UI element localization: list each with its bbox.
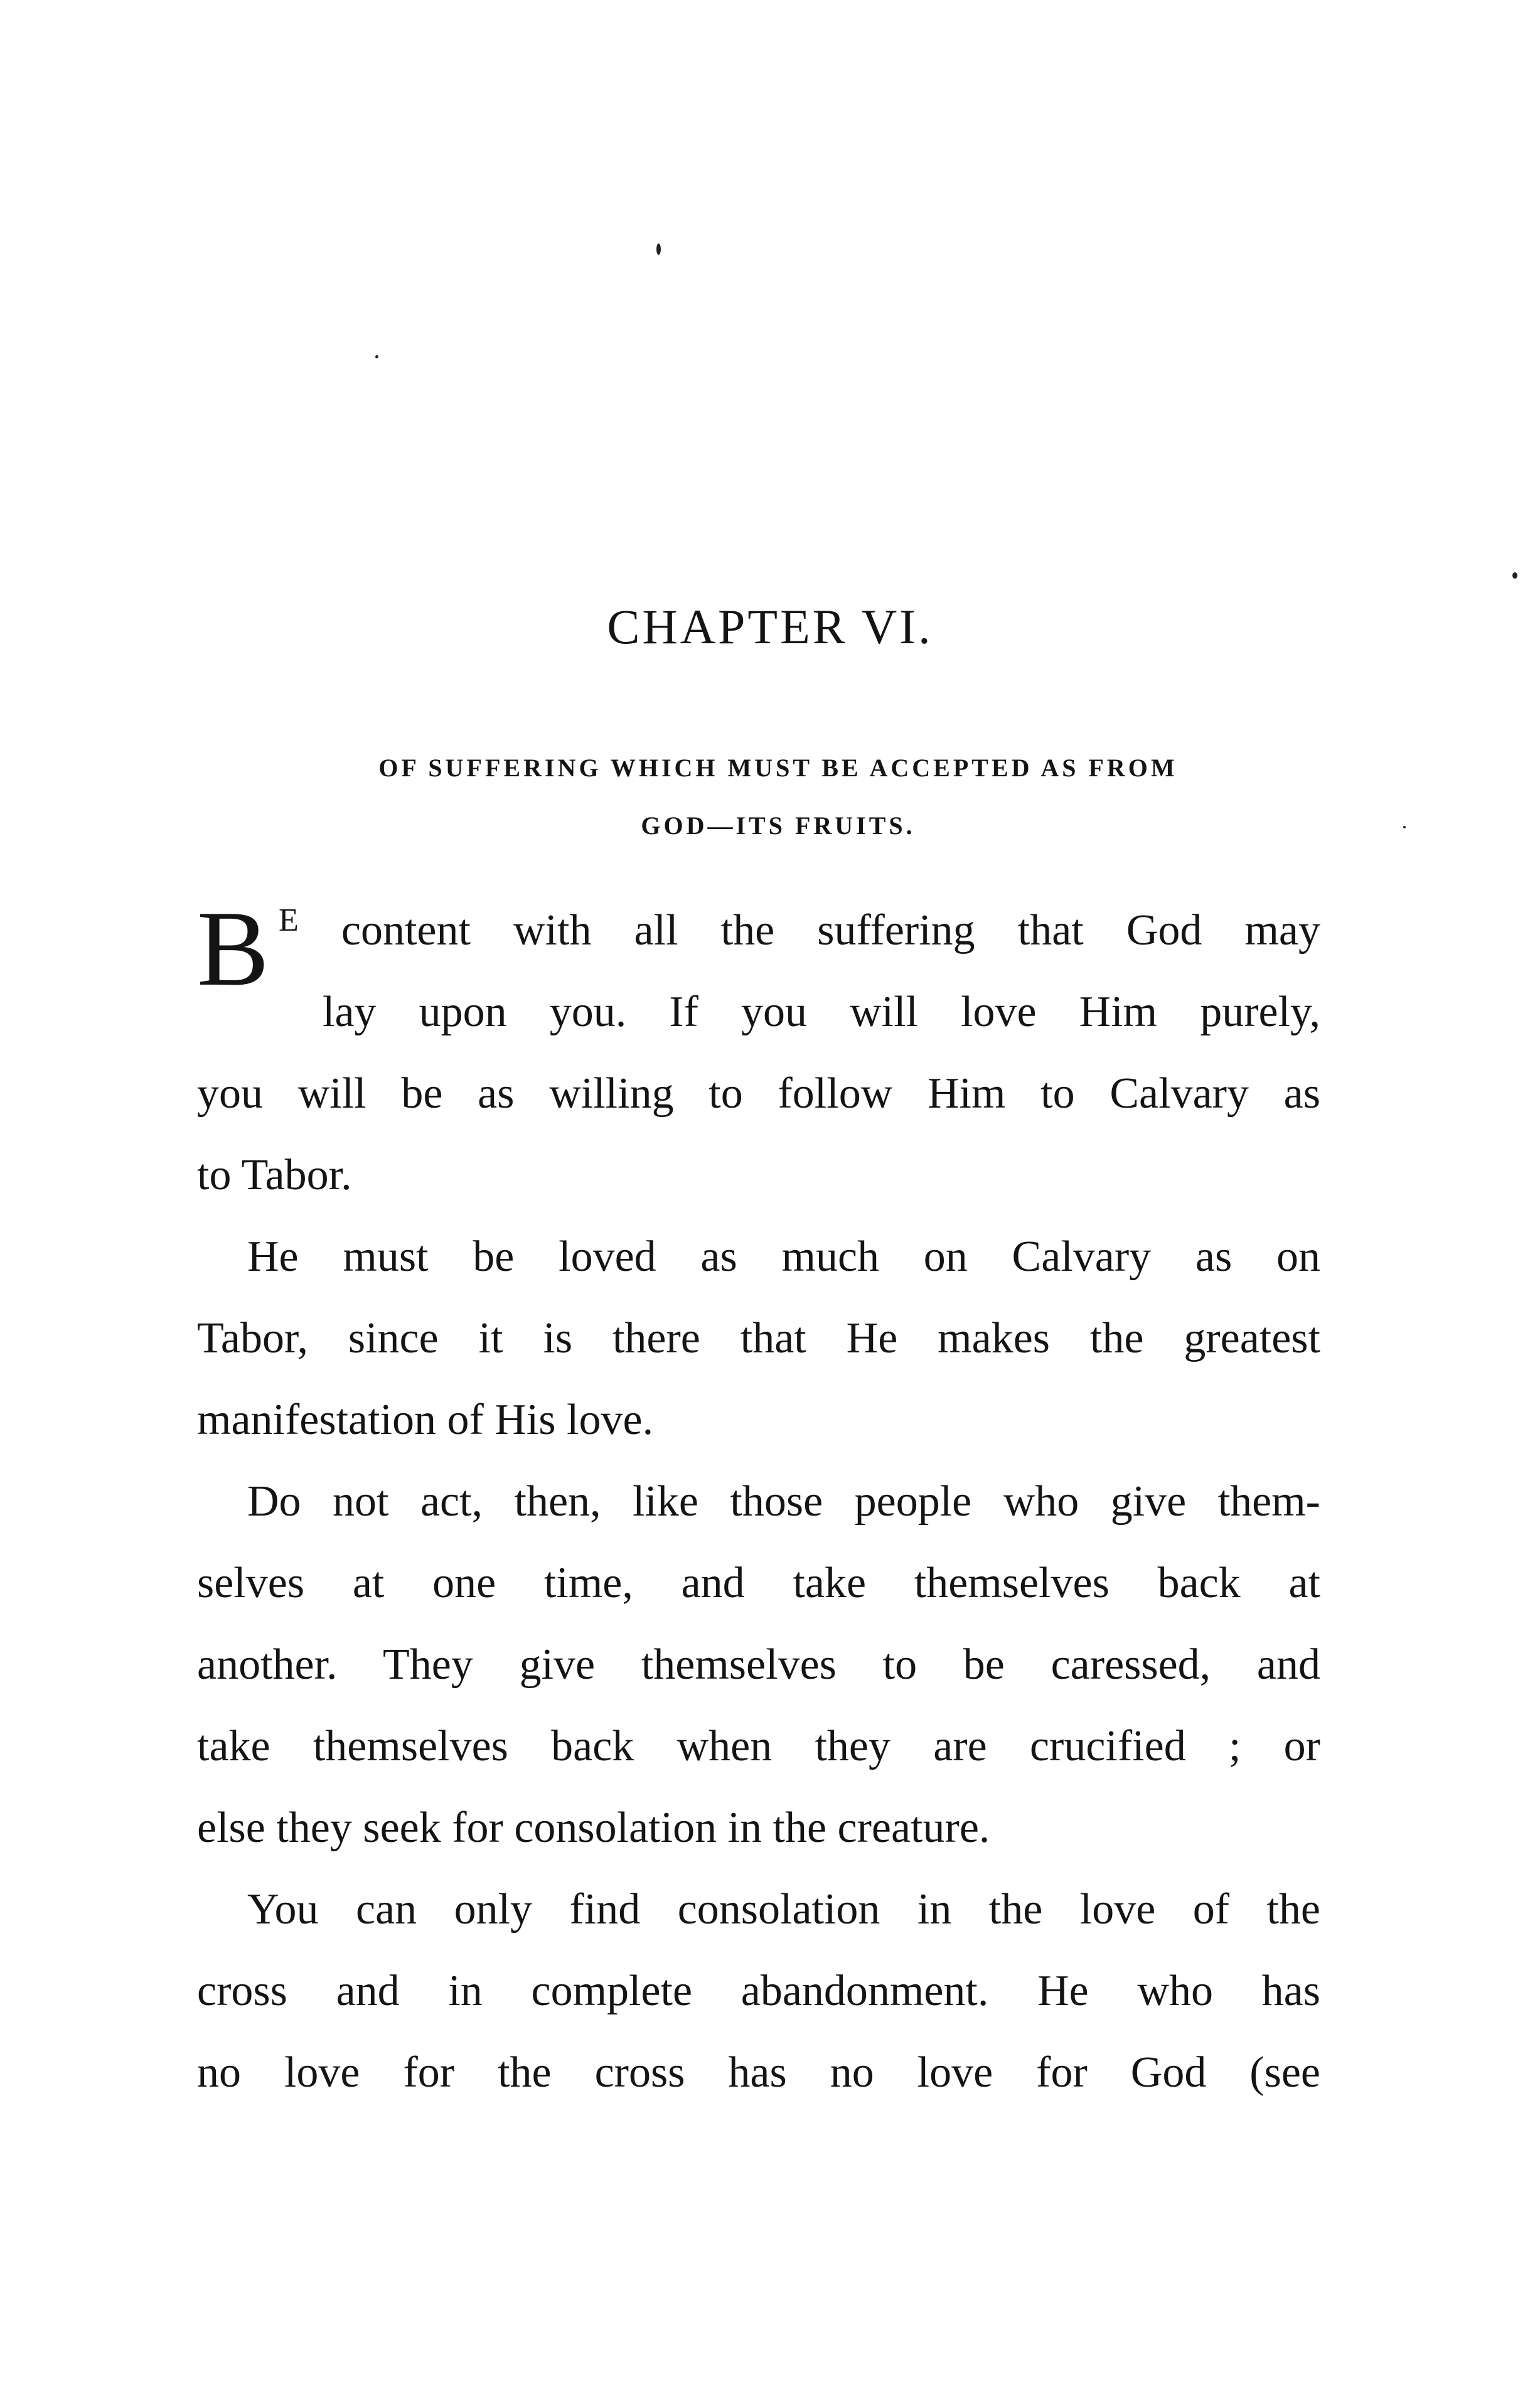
text-line: you will be as willing to follow Him to Calvary as bbox=[197, 1069, 1320, 1118]
text-line: to Tabor. bbox=[197, 1151, 352, 1199]
text-line: else they seek for consolation in the creature. bbox=[197, 1804, 990, 1852]
text-line: take themselves back when they are crucified ; or bbox=[197, 1722, 1320, 1770]
print-speck bbox=[656, 243, 661, 255]
drop-cap: B bbox=[197, 889, 269, 1008]
opening-line bbox=[197, 889, 1320, 1008]
text-line: He must be loved as much on Calvary as on bbox=[247, 1233, 1320, 1281]
text-line: manifestation of His love. bbox=[197, 1396, 654, 1444]
opening-line-text bbox=[279, 890, 1320, 975]
print-speck bbox=[1403, 826, 1406, 828]
text-line: lay upon you. If you will love Him purely, bbox=[323, 988, 1320, 1036]
chapter-subtitle bbox=[238, 739, 1318, 855]
text-line: no love for the cross has no love for God (see bbox=[197, 2048, 1320, 2097]
raised-letter: E bbox=[279, 902, 299, 938]
text-line: Tabor, since it is there that He makes the greatest bbox=[197, 1314, 1320, 1362]
chapter-subtitle-line: GOD—ITS FRUITS. bbox=[641, 811, 916, 840]
chapter-body bbox=[197, 890, 1320, 2114]
text-line: Do not act, then, like those people who give them- bbox=[247, 1477, 1320, 1526]
chapter-title: CHAPTER VI. bbox=[607, 599, 933, 654]
text-line: another. They give themselves to be caressed, and bbox=[197, 1640, 1320, 1689]
text-line: You can only find consolation in the love of the bbox=[247, 1885, 1320, 1934]
chapter-subtitle-line: OF SUFFERING WHICH MUST BE ACCEPTED AS FROM bbox=[378, 754, 1178, 782]
print-speck bbox=[375, 355, 378, 358]
text-line: selves at one time, and take themselves back at bbox=[197, 1559, 1320, 1607]
text-line: cross and in complete abandonment. He who has bbox=[197, 1967, 1320, 2015]
opening-line-rest: content with all the suffering that God may bbox=[341, 906, 1320, 955]
print-speck bbox=[1512, 572, 1517, 579]
